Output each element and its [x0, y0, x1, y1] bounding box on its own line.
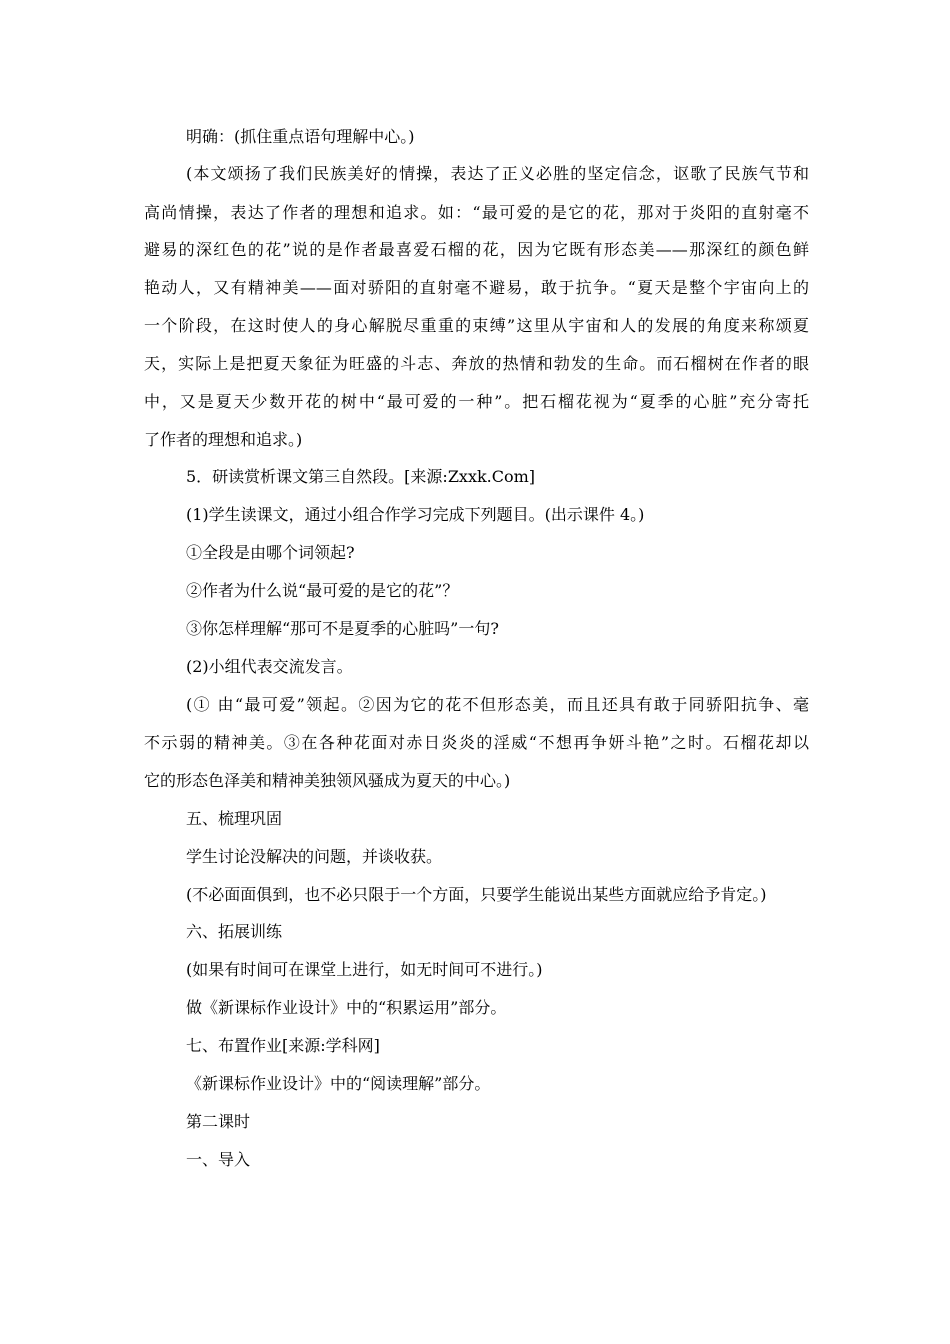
question-item: ③你怎样理解“那可不是夏季的心脏吗”一句? [186, 619, 499, 638]
paragraph-line: 艳动人，又有精神美——面对骄阳的直射毫不避易，敢于抗争。“夏天是整个宇宙向上的 [144, 278, 809, 297]
section-heading: 第二课时 [186, 1112, 251, 1131]
paragraph-line: 不示弱的精神美。③在各种花面对赤日炎炎的淫威“不想再争妍斗艳”之时。石榴花却以 [144, 733, 809, 752]
paragraph-line: 一个阶段，在这时使人的身心解脱尽重重的束缚”这里从宇宙和人的发展的角度来称颂夏 [144, 316, 809, 335]
paragraph-line: 《新课标作业设计》中的“阅读理解”部分。 [186, 1074, 491, 1093]
question-item: ②作者为什么说“最可爱的是它的花”？ [186, 581, 459, 600]
paragraph-line: (2)小组代表交流发言。 [186, 657, 353, 676]
paragraph-line: (本文颂扬了我们民族美好的情操，表达了正义必胜的坚定信念，讴歌了民族气节和 [186, 164, 809, 183]
paragraph-line: 中，又是夏天少数开花的树中“最可爱的一种”。把石榴花视为“夏季的心脏”充分寄托 [144, 392, 809, 411]
paragraph-line: (1)学生读课文，通过小组合作学习完成下列题目。(出示课件 4。) [186, 505, 645, 524]
section-heading: 五、梳理巩固 [186, 809, 283, 828]
paragraph-line: 了作者的理想和追求。) [144, 430, 303, 449]
paragraph-line: 高尚情操，表达了作者的理想和追求。如：“最可爱的是它的花，那对于炎阳的直射毫不 [144, 203, 809, 222]
paragraph-line: 天，实际上是把夏天象征为旺盛的斗志、奔放的热情和勃发的生命。而石榴树在作者的眼 [144, 354, 809, 373]
paragraph-line: 做《新课标作业设计》中的“积累运用”部分。 [186, 998, 507, 1017]
paragraph-line: 学生讨论没解决的问题，并谈收获。 [186, 847, 443, 866]
paragraph-line: (如果有时间可在课堂上进行，如无时间可不进行。) [186, 960, 543, 979]
paragraph-line: (不必面面俱到，也不必只限于一个方面，只要学生能说出某些方面就应给予肯定。) [186, 885, 767, 904]
paragraph-line: 避易的深红色的花”说的是作者最喜爱石榴的花，因为它既有形态美——那深红的颜色鲜 [144, 240, 809, 259]
paragraph-line: 它的形态色泽美和精神美独领风骚成为夏天的中心。) [144, 771, 511, 790]
section-heading: 5．研读赏析课文第三自然段。[来源:Zxxk.Com] [186, 467, 536, 486]
question-item: ①全段是由哪个词领起? [186, 543, 355, 562]
section-heading: 六、拓展训练 [186, 922, 283, 941]
section-heading: 七、布置作业[来源:学科网] [186, 1036, 380, 1055]
paragraph-line: 明确：(抓住重点语句理解中心。) [186, 127, 415, 146]
paragraph-line: (① 由“最可爱”领起。②因为它的花不但形态美，而且还具有敢于同骄阳抗争、毫 [186, 695, 809, 714]
section-heading: 一、导入 [186, 1150, 251, 1169]
